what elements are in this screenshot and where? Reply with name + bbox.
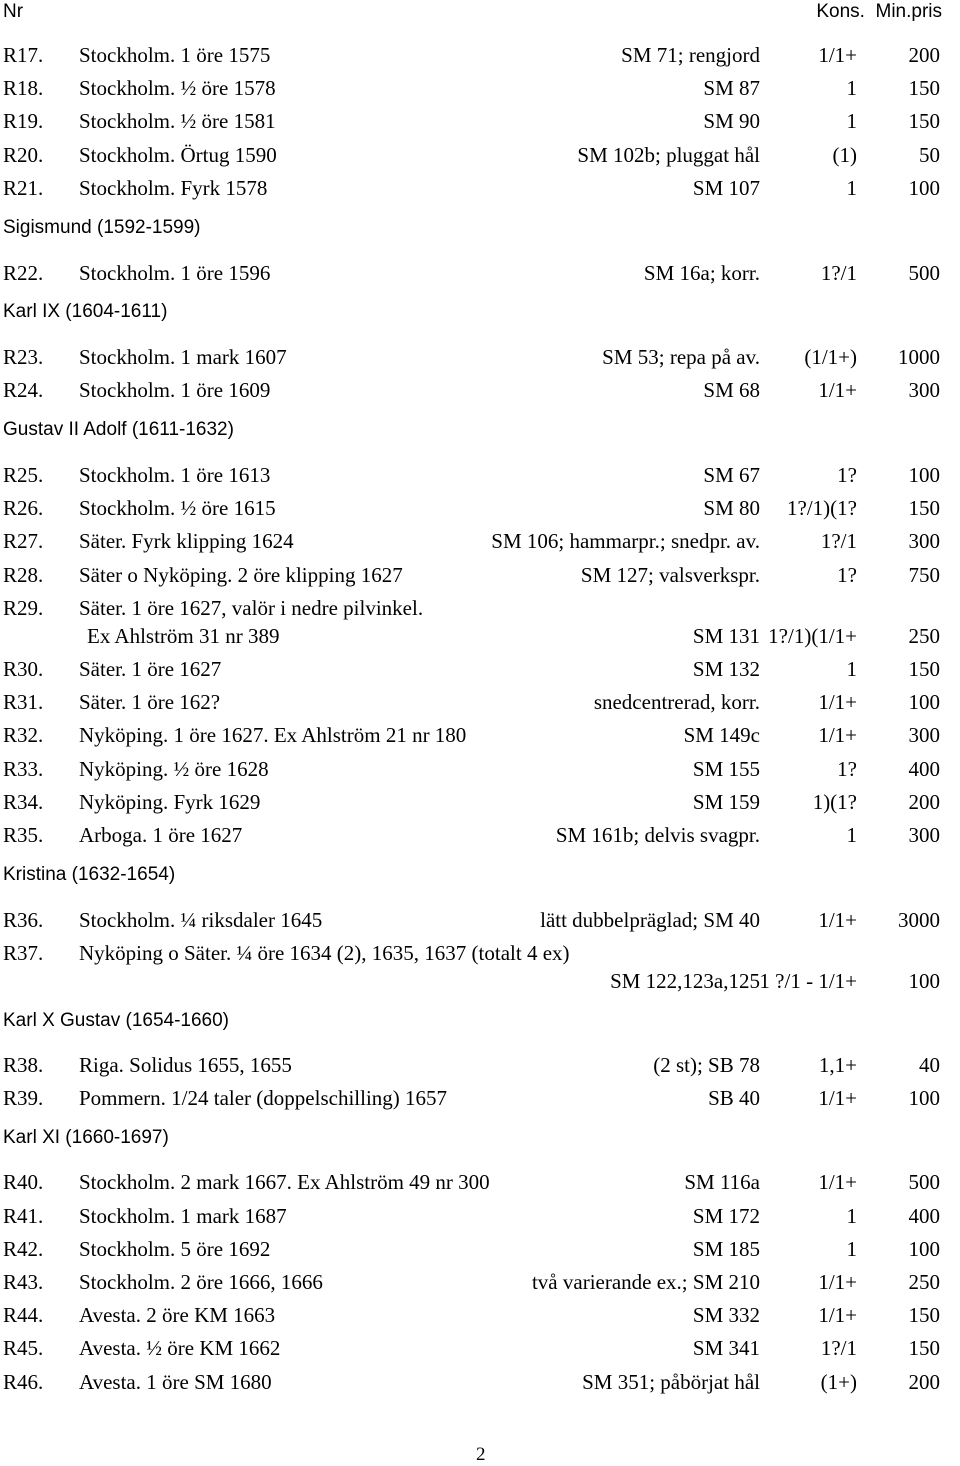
- lot-number: R40.: [3, 1170, 44, 1194]
- lot-description: Stockholm. Örtug 1590: [79, 143, 277, 167]
- lot-condition: 1/1+: [818, 1270, 857, 1294]
- lot-condition: 1: [846, 1237, 857, 1261]
- lot-min-price: 250: [908, 1270, 940, 1294]
- lot-number: R39.: [3, 1086, 44, 1110]
- catalog-row: [0, 654, 960, 684]
- lot-min-price: 400: [908, 1204, 940, 1228]
- lot-min-price: 300: [908, 823, 940, 847]
- lot-condition: 1: [846, 657, 857, 681]
- lot-number: R37.: [3, 941, 44, 965]
- lot-condition: 1/1+: [818, 1086, 857, 1110]
- lot-description: Stockholm. 1 mark 1607: [79, 345, 287, 369]
- lot-description: Säter. 1 öre 162?: [79, 690, 221, 714]
- lot-min-price: 100: [908, 176, 940, 200]
- lot-min-price: 400: [908, 757, 940, 781]
- lot-condition: 1?/1)(1/1+: [768, 624, 857, 648]
- lot-min-price: 150: [908, 1336, 940, 1360]
- column-header-nr: Nr: [3, 1, 24, 22]
- section-heading: Karl IX (1604-1611): [3, 301, 168, 322]
- lot-reference: SM 87: [703, 76, 760, 100]
- lot-min-price: 750: [908, 563, 940, 587]
- lot-min-price: 200: [908, 43, 940, 67]
- lot-reference: SM 127; valsverkspr.: [580, 563, 760, 587]
- lot-number: R34.: [3, 790, 44, 814]
- lot-condition: 1: [846, 1204, 857, 1228]
- lot-number: R29.: [3, 596, 44, 620]
- lot-description: Nyköping. Fyrk 1629: [79, 790, 261, 814]
- catalog-row: [0, 905, 960, 935]
- lot-condition: 1)(1?: [812, 790, 857, 814]
- lot-number: R26.: [3, 496, 44, 520]
- lot-condition: 1/1+: [818, 43, 857, 67]
- lot-min-price: 300: [908, 378, 940, 402]
- catalog-row: [0, 493, 960, 523]
- lot-description: Stockholm. 1 öre 1596: [79, 261, 271, 285]
- catalog-row: [0, 1234, 960, 1264]
- catalog-row: [0, 73, 960, 103]
- lot-min-price: 100: [908, 1237, 940, 1261]
- lot-reference: SM 149c: [683, 723, 760, 747]
- lot-description: Stockholm. 5 öre 1692: [79, 1237, 271, 1261]
- lot-condition: 1?: [837, 463, 857, 487]
- catalog-row: [0, 173, 960, 203]
- catalog-row: [0, 1050, 960, 1080]
- lot-number: R30.: [3, 657, 44, 681]
- lot-number: R24.: [3, 378, 44, 402]
- lot-condition: 1?/1: [820, 529, 857, 553]
- lot-reference: SM 172: [692, 1204, 760, 1228]
- lot-reference: SM 80: [703, 496, 760, 520]
- lot-condition: 1/1+: [818, 690, 857, 714]
- lot-reference: SM 106; hammarpr.; snedpr. av.: [491, 529, 760, 553]
- lot-min-price: 200: [908, 1370, 940, 1394]
- lot-reference: lätt dubbelpräglad; SM 40: [540, 908, 760, 932]
- lot-number: R21.: [3, 176, 44, 200]
- catalog-row: [0, 1201, 960, 1231]
- lot-number: R27.: [3, 529, 44, 553]
- lot-number: R36.: [3, 908, 44, 932]
- lot-number: R45.: [3, 1336, 44, 1360]
- lot-description: Stockholm. 2 öre 1666, 1666: [79, 1270, 323, 1294]
- lot-reference: SM 90: [703, 109, 760, 133]
- catalog-row: [0, 593, 960, 623]
- catalog-row: [0, 375, 960, 405]
- lot-reference: SM 332: [692, 1303, 760, 1327]
- lot-condition: 1/1+: [818, 1170, 857, 1194]
- lot-reference: SM 67: [703, 463, 760, 487]
- lot-min-price: 1000: [898, 345, 940, 369]
- section-heading: Karl X Gustav (1654-1660): [3, 1010, 230, 1031]
- lot-min-price: 3000: [898, 908, 940, 932]
- lot-reference: SM 71; rengjord: [621, 43, 760, 67]
- lot-condition: 1/1+: [818, 1303, 857, 1327]
- catalog-row: [0, 140, 960, 170]
- lot-condition: 1?/1: [820, 1336, 857, 1360]
- lot-condition: 1: [846, 176, 857, 200]
- lot-reference: SM 155: [692, 757, 760, 781]
- lot-min-price: 500: [908, 1170, 940, 1194]
- lot-number: R42.: [3, 1237, 44, 1261]
- lot-min-price: 150: [908, 1303, 940, 1327]
- lot-reference: SM 16a; korr.: [643, 261, 760, 285]
- lot-description: Stockholm. 1 mark 1687: [79, 1204, 287, 1228]
- lot-description: Avesta. 1 öre SM 1680: [79, 1370, 272, 1394]
- lot-description: Säter. Fyrk klipping 1624: [79, 529, 294, 553]
- lot-number: R38.: [3, 1053, 44, 1077]
- lot-number: R43.: [3, 1270, 44, 1294]
- catalog-row: [0, 560, 960, 590]
- lot-condition: 1: [846, 109, 857, 133]
- lot-condition: 1?/1: [820, 261, 857, 285]
- lot-condition: 1 ?/1 - 1/1+: [759, 969, 857, 993]
- catalog-row: [0, 787, 960, 817]
- lot-number: R23.: [3, 345, 44, 369]
- lot-condition: 1/1+: [818, 723, 857, 747]
- column-header-kons-minpris: Kons. Min.pris: [816, 1, 942, 22]
- lot-description: Avesta. ½ öre KM 1662: [79, 1336, 281, 1360]
- lot-number: R17.: [3, 43, 44, 67]
- catalog-row: [0, 820, 960, 850]
- lot-min-price: 100: [908, 969, 940, 993]
- lot-min-price: 100: [908, 690, 940, 714]
- lot-min-price: 300: [908, 723, 940, 747]
- catalog-row: [0, 40, 960, 70]
- lot-condition: (1+): [820, 1370, 857, 1394]
- page-number: 2: [476, 1444, 486, 1465]
- lot-description: Stockholm. 2 mark 1667. Ex Ahlström 49 nr 300: [79, 1170, 490, 1194]
- lot-min-price: 150: [908, 76, 940, 100]
- lot-number: R28.: [3, 563, 44, 587]
- section-heading: Kristina (1632-1654): [3, 864, 176, 885]
- lot-reference: SM 159: [692, 790, 760, 814]
- section-heading: Karl XI (1660-1697): [3, 1127, 169, 1148]
- lot-number: R33.: [3, 757, 44, 781]
- catalog-row: [0, 687, 960, 717]
- lot-reference: SB 40: [708, 1086, 760, 1110]
- lot-condition: (1): [832, 143, 857, 167]
- lot-reference: SM 68: [703, 378, 760, 402]
- lot-reference: SM 131: [692, 624, 760, 648]
- lot-reference: SM 351; påbörjat hål: [582, 1370, 760, 1394]
- lot-reference: snedcentrerad, korr.: [593, 690, 760, 714]
- catalog-row: [0, 1367, 960, 1397]
- catalog-row: [0, 754, 960, 784]
- lot-condition: (1/1+): [804, 345, 857, 369]
- lot-description: Säter. 1 öre 1627: [79, 657, 222, 681]
- lot-number: R32.: [3, 723, 44, 747]
- lot-description: Stockholm. ¼ riksdaler 1645: [79, 908, 323, 932]
- lot-description: Stockholm. Fyrk 1578: [79, 176, 268, 200]
- lot-reference: SM 161b; delvis svagpr.: [555, 823, 760, 847]
- lot-condition: 1/1+: [818, 378, 857, 402]
- catalog-row: [0, 720, 960, 750]
- lot-reference: SM 102b; pluggat hål: [577, 143, 760, 167]
- lot-number: R25.: [3, 463, 44, 487]
- catalog-row: [0, 342, 960, 372]
- lot-number: R35.: [3, 823, 44, 847]
- lot-reference: SM 53; repa på av.: [602, 345, 760, 369]
- lot-description: Stockholm. ½ öre 1615: [79, 496, 276, 520]
- catalog-row: [0, 1267, 960, 1297]
- lot-min-price: 150: [908, 109, 940, 133]
- lot-min-price: 40: [919, 1053, 940, 1077]
- lot-min-price: 100: [908, 1086, 940, 1110]
- catalog-row-continuation: [0, 621, 960, 651]
- lot-reference: SM 122,123a,125: [610, 969, 760, 993]
- lot-min-price: 50: [919, 143, 940, 167]
- lot-description: Stockholm. ½ öre 1578: [79, 76, 276, 100]
- lot-condition: 1?: [837, 563, 857, 587]
- lot-min-price: 100: [908, 463, 940, 487]
- lot-reference: SM 341: [692, 1336, 760, 1360]
- lot-description: Nyköping o Säter. ¼ öre 1634 (2), 1635, 1637 (totalt 4 ex): [79, 941, 570, 965]
- catalog-row: [0, 258, 960, 288]
- lot-condition: 1/1+: [818, 908, 857, 932]
- lot-description: Riga. Solidus 1655, 1655: [79, 1053, 292, 1077]
- lot-number: R22.: [3, 261, 44, 285]
- lot-reference: (2 st); SB 78: [653, 1053, 760, 1077]
- catalog-row: [0, 1300, 960, 1330]
- lot-number: R20.: [3, 143, 44, 167]
- lot-number: R46.: [3, 1370, 44, 1394]
- lot-condition: 1: [846, 76, 857, 100]
- lot-min-price: 250: [908, 624, 940, 648]
- section-heading: Sigismund (1592-1599): [3, 217, 201, 238]
- lot-description: Ex Ahlström 31 nr 389: [87, 624, 280, 648]
- lot-min-price: 200: [908, 790, 940, 814]
- catalog-row: [0, 938, 960, 968]
- lot-number: R31.: [3, 690, 44, 714]
- lot-condition: 1?: [837, 757, 857, 781]
- lot-description: Säter o Nyköping. 2 öre klipping 1627: [79, 563, 403, 587]
- lot-min-price: 300: [908, 529, 940, 553]
- lot-description: Stockholm. 1 öre 1575: [79, 43, 271, 67]
- lot-reference: SM 107: [692, 176, 760, 200]
- lot-description: Stockholm. ½ öre 1581: [79, 109, 276, 133]
- catalog-row: [0, 460, 960, 490]
- lot-description: Säter. 1 öre 1627, valör i nedre pilvinkel.: [79, 596, 424, 620]
- lot-description: Stockholm. 1 öre 1613: [79, 463, 271, 487]
- lot-reference: SM 185: [692, 1237, 760, 1261]
- lot-reference: SM 132: [692, 657, 760, 681]
- catalog-row: [0, 1333, 960, 1363]
- catalog-row: [0, 526, 960, 556]
- lot-description: Stockholm. 1 öre 1609: [79, 378, 271, 402]
- catalog-row: [0, 1083, 960, 1113]
- lot-description: Arboga. 1 öre 1627: [79, 823, 243, 847]
- lot-min-price: 500: [908, 261, 940, 285]
- lot-description: Nyköping. 1 öre 1627. Ex Ahlström 21 nr 180: [79, 723, 467, 747]
- lot-min-price: 150: [908, 657, 940, 681]
- lot-reference: SM 116a: [684, 1170, 760, 1194]
- lot-number: R44.: [3, 1303, 44, 1327]
- section-heading: Gustav II Adolf (1611-1632): [3, 419, 234, 440]
- catalog-row: [0, 106, 960, 136]
- lot-description: Nyköping. ½ öre 1628: [79, 757, 269, 781]
- lot-condition: 1?/1)(1?: [787, 496, 857, 520]
- lot-description: Pommern. 1/24 taler (doppelschilling) 1657: [79, 1086, 448, 1110]
- lot-description: Avesta. 2 öre KM 1663: [79, 1303, 276, 1327]
- lot-min-price: 150: [908, 496, 940, 520]
- lot-number: R41.: [3, 1204, 44, 1228]
- catalog-row: [0, 1167, 960, 1197]
- lot-condition: 1: [846, 823, 857, 847]
- lot-number: R18.: [3, 76, 44, 100]
- lot-reference: två varierande ex.; SM 210: [531, 1270, 760, 1294]
- lot-condition: 1,1+: [818, 1053, 857, 1077]
- lot-number: R19.: [3, 109, 44, 133]
- catalog-row-continuation: [0, 966, 960, 996]
